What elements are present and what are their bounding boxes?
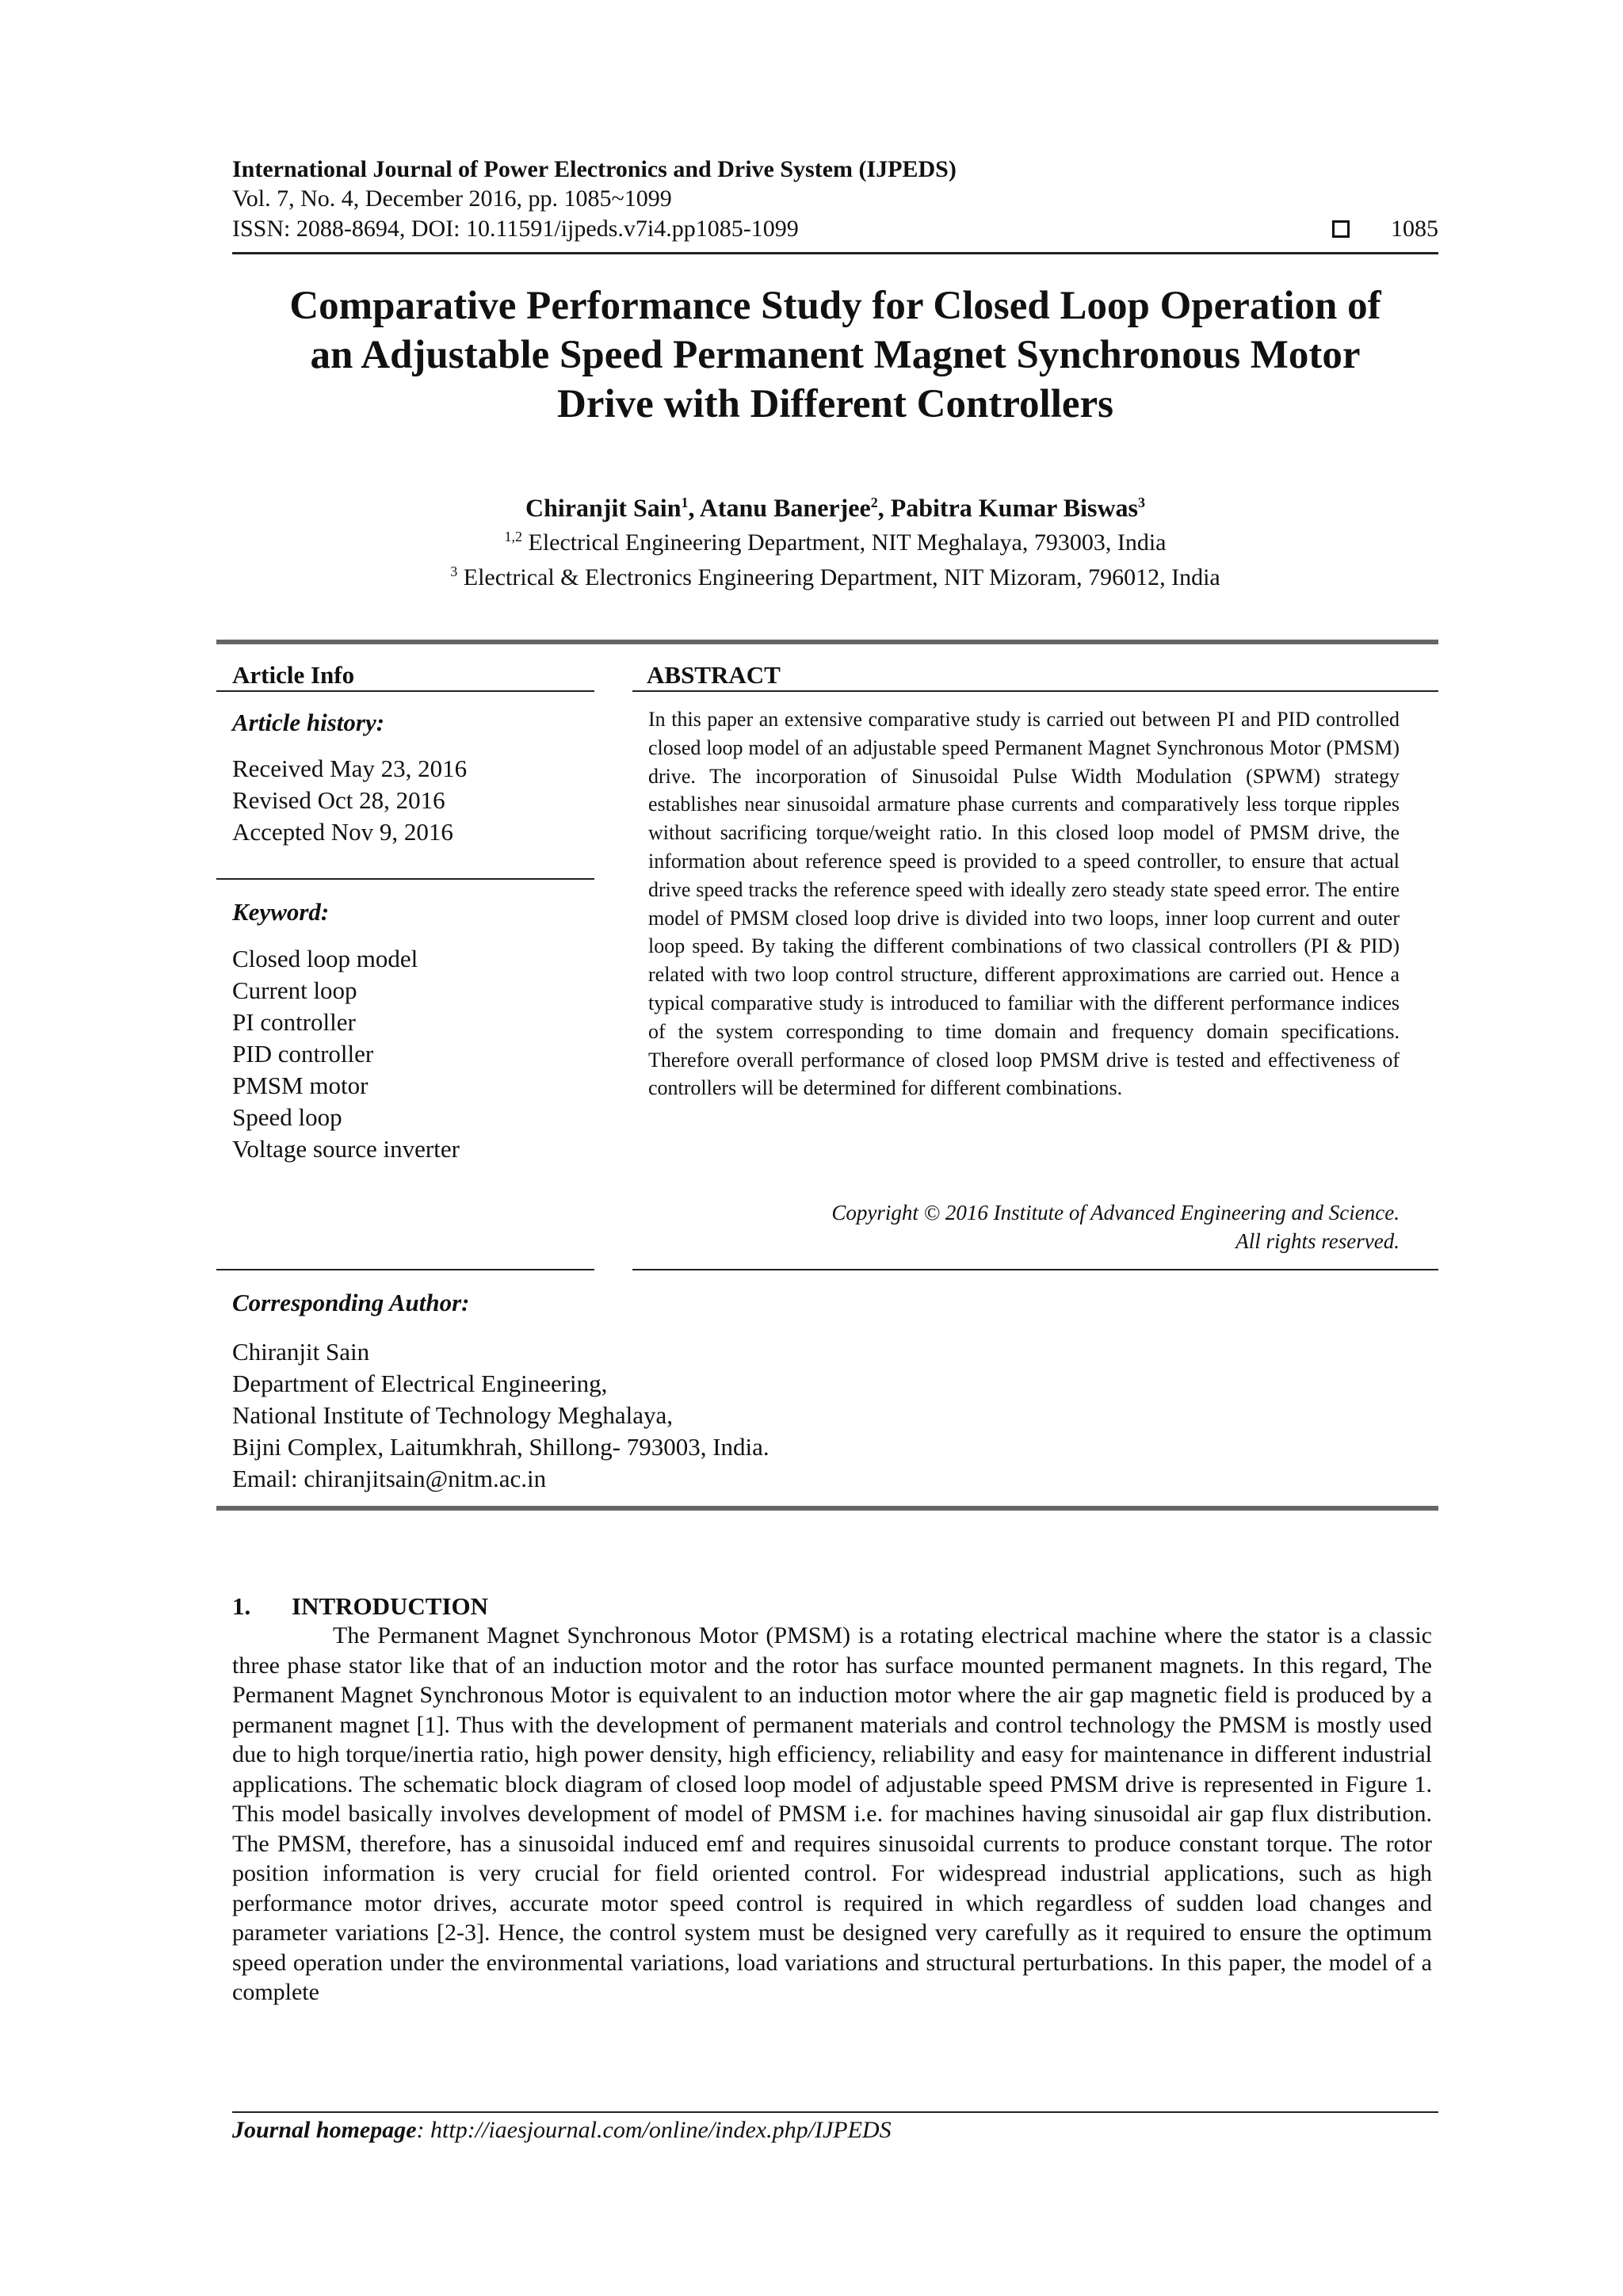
header-rule xyxy=(232,252,1438,254)
list-item: Voltage source inverter xyxy=(232,1135,460,1163)
author-name: , Atanu Banerjee xyxy=(688,493,871,522)
list-item: Received May 23, 2016 xyxy=(232,755,468,782)
title-line: Drive with Different Controllers xyxy=(556,382,1114,426)
list-item: Revised Oct 28, 2016 xyxy=(232,786,445,814)
article-info-rule xyxy=(216,690,594,692)
copyright-line: All rights reserved. xyxy=(1235,1229,1400,1253)
list-item: PI controller xyxy=(232,1008,356,1036)
author-sup: 2 xyxy=(870,495,878,510)
paper-title xyxy=(206,281,1465,429)
homepage-url: : http://iaesjournal.com/online/index.php/IJPEDS xyxy=(416,2117,892,2143)
author-name: Chiranjit Sain xyxy=(525,493,682,522)
homepage-label: Journal homepage xyxy=(232,2117,417,2143)
info-bottom-rule-left xyxy=(216,1269,594,1270)
page-number-group xyxy=(1332,214,1438,243)
volume-info: Vol. 7, No. 4, December 2016, pp. 1085~1099 xyxy=(232,185,672,212)
corresponding-author-details xyxy=(232,1336,1025,1495)
keyword-rule xyxy=(216,878,594,880)
corresponding-line: Bijni Complex, Laitumkhrah, Shillong- 793003, India. xyxy=(232,1433,769,1461)
abstract-text: In this paper an extensive comparative study is carried out between PI and PID controlled closed loop model of an adjustable speed Permanent Magnet Synchronous Motor (PMSM) drive. The incorporation of Sinusoidal Pulse Width Modulation (SPWM) strategy establishes near sinusoidal armature phase currents and comparatively less torque ripples without sacrificing torque/weight ratio. In this closed loop model of PMSM drive, the information about reference speed is provided to a speed controller, to ensure that actual drive speed tracks the reference speed with ideally zero steady state speed error. The entire model of PMSM closed loop drive is divided into two loops, inner loop current and outer loop speed. By taking the different combinations of two classical controllers (PI & PID) related with two loop control structure, different approximations are carried out. Hence a typical comparative study is introduced to familiar with the different performance indices of the system corresponding to time domain and frequency domain specifications. Therefore overall performance of closed loop PMSM drive is tested and effectiveness of controllers will be determined for different combinations. xyxy=(648,708,1400,1100)
corresponding-line: National Institute of Technology Meghalaya, xyxy=(232,1401,673,1429)
list-item: PID controller xyxy=(232,1040,374,1068)
introduction-body xyxy=(232,1621,1432,2008)
section-rule-top xyxy=(216,640,1438,644)
title-line: Comparative Performance Study for Closed Loop Operation of xyxy=(289,284,1381,328)
section-number: 1. xyxy=(232,1592,251,1620)
list-item: Current loop xyxy=(232,976,357,1004)
article-info-heading: Article Info xyxy=(232,661,355,689)
journal-name: International Journal of Power Electronics and Drive System (IJPEDS) xyxy=(232,156,957,182)
page-number: 1085 xyxy=(1391,216,1438,242)
introduction-text: The Permanent Magnet Synchronous Motor (PMSM) is a rotating electrical machine where the stator is a classic three phase stator like that of an induction motor and the rotor has surface mounted permanent magnets. In this regard, The Permanent Magnet Synchronous Motor is equivalent to an induction motor where the air gap magnetic field is produced by a permanent magnet [1]. Thus with the development of permanent materials and control technology the PMSM is mostly used due to high torque/inertia ratio, high power density, high efficiency, reliability and easy for maintenance in different industrial applications. The schematic block diagram of closed loop model of adjustable speed PMSM drive is represented in Figure 1. This model basically involves development of model of PMSM i.e. for machines having sinusoidal air gap flux distribution. The PMSM, therefore, has a sinusoidal induced emf and requires sinusoidal currents to produce constant torque. The rotor position information is very crucial for field oriented control. For widespread industrial applications, such as high performance motor drives, accurate motor speed control is required in which regardless of sudden load changes and parameter variations [2-3]. Hence, the control system must be designed very carefully as it required to ensure the optimum speed operation under the environmental variations, load variations and structural perturbations. In this paper, the model of a complete xyxy=(232,1622,1432,2005)
corresponding-line: Chiranjit Sain xyxy=(232,1338,370,1366)
author-names xyxy=(206,488,1465,522)
author-sup: 3 xyxy=(1138,495,1145,510)
journal-homepage xyxy=(232,2117,892,2144)
keyword-heading: Keyword: xyxy=(232,898,330,926)
affiliation-text: Electrical Engineering Department, NIT Meghalaya, 793003, India xyxy=(522,529,1167,556)
abstract-rule xyxy=(632,690,1438,692)
issn-doi xyxy=(232,214,1438,243)
abstract-heading: ABSTRACT xyxy=(647,661,781,689)
list-item: PMSM motor xyxy=(232,1072,369,1099)
copyright-notice xyxy=(648,1198,1400,1255)
introduction-heading xyxy=(232,1592,488,1621)
copyright-line: Copyright © 2016 Institute of Advanced Engineering and Science. xyxy=(831,1201,1400,1224)
author-sup: 1 xyxy=(681,495,689,510)
info-bottom-rule-right xyxy=(632,1269,1438,1270)
affiliation-sup: 3 xyxy=(450,563,458,579)
affiliation xyxy=(206,557,1465,592)
corresponding-line: Department of Electrical Engineering, xyxy=(232,1370,608,1397)
affiliation-text: Electrical & Electronics Engineering Department, NIT Mizoram, 796012, India xyxy=(457,563,1220,590)
affiliation-sup: 1,2 xyxy=(504,528,522,544)
article-history-list xyxy=(232,753,597,848)
footer-rule xyxy=(232,2111,1438,2113)
section-title: INTRODUCTION xyxy=(292,1592,489,1620)
keyword-list xyxy=(232,943,597,1165)
list-item: Accepted Nov 9, 2016 xyxy=(232,818,453,846)
corresponding-author-heading: Corresponding Author: xyxy=(232,1289,470,1316)
list-item: Closed loop model xyxy=(232,945,418,972)
checkbox-square-icon xyxy=(1332,220,1350,238)
affiliation xyxy=(206,522,1465,557)
title-line: an Adjustable Speed Permanent Magnet Synchronous Motor xyxy=(310,333,1361,377)
list-item: Speed loop xyxy=(232,1103,342,1131)
article-history-heading: Article history: xyxy=(232,709,385,736)
section-rule-bottom xyxy=(216,1506,1438,1511)
issn-doi-text: ISSN: 2088-8694, DOI: 10.11591/ijpeds.v7i4.pp1085-1099 xyxy=(232,216,799,242)
corresponding-line: Email: chiranjitsain@nitm.ac.in xyxy=(232,1465,547,1492)
author-name: , Pabitra Kumar Biswas xyxy=(877,493,1138,522)
author-block xyxy=(206,488,1465,592)
